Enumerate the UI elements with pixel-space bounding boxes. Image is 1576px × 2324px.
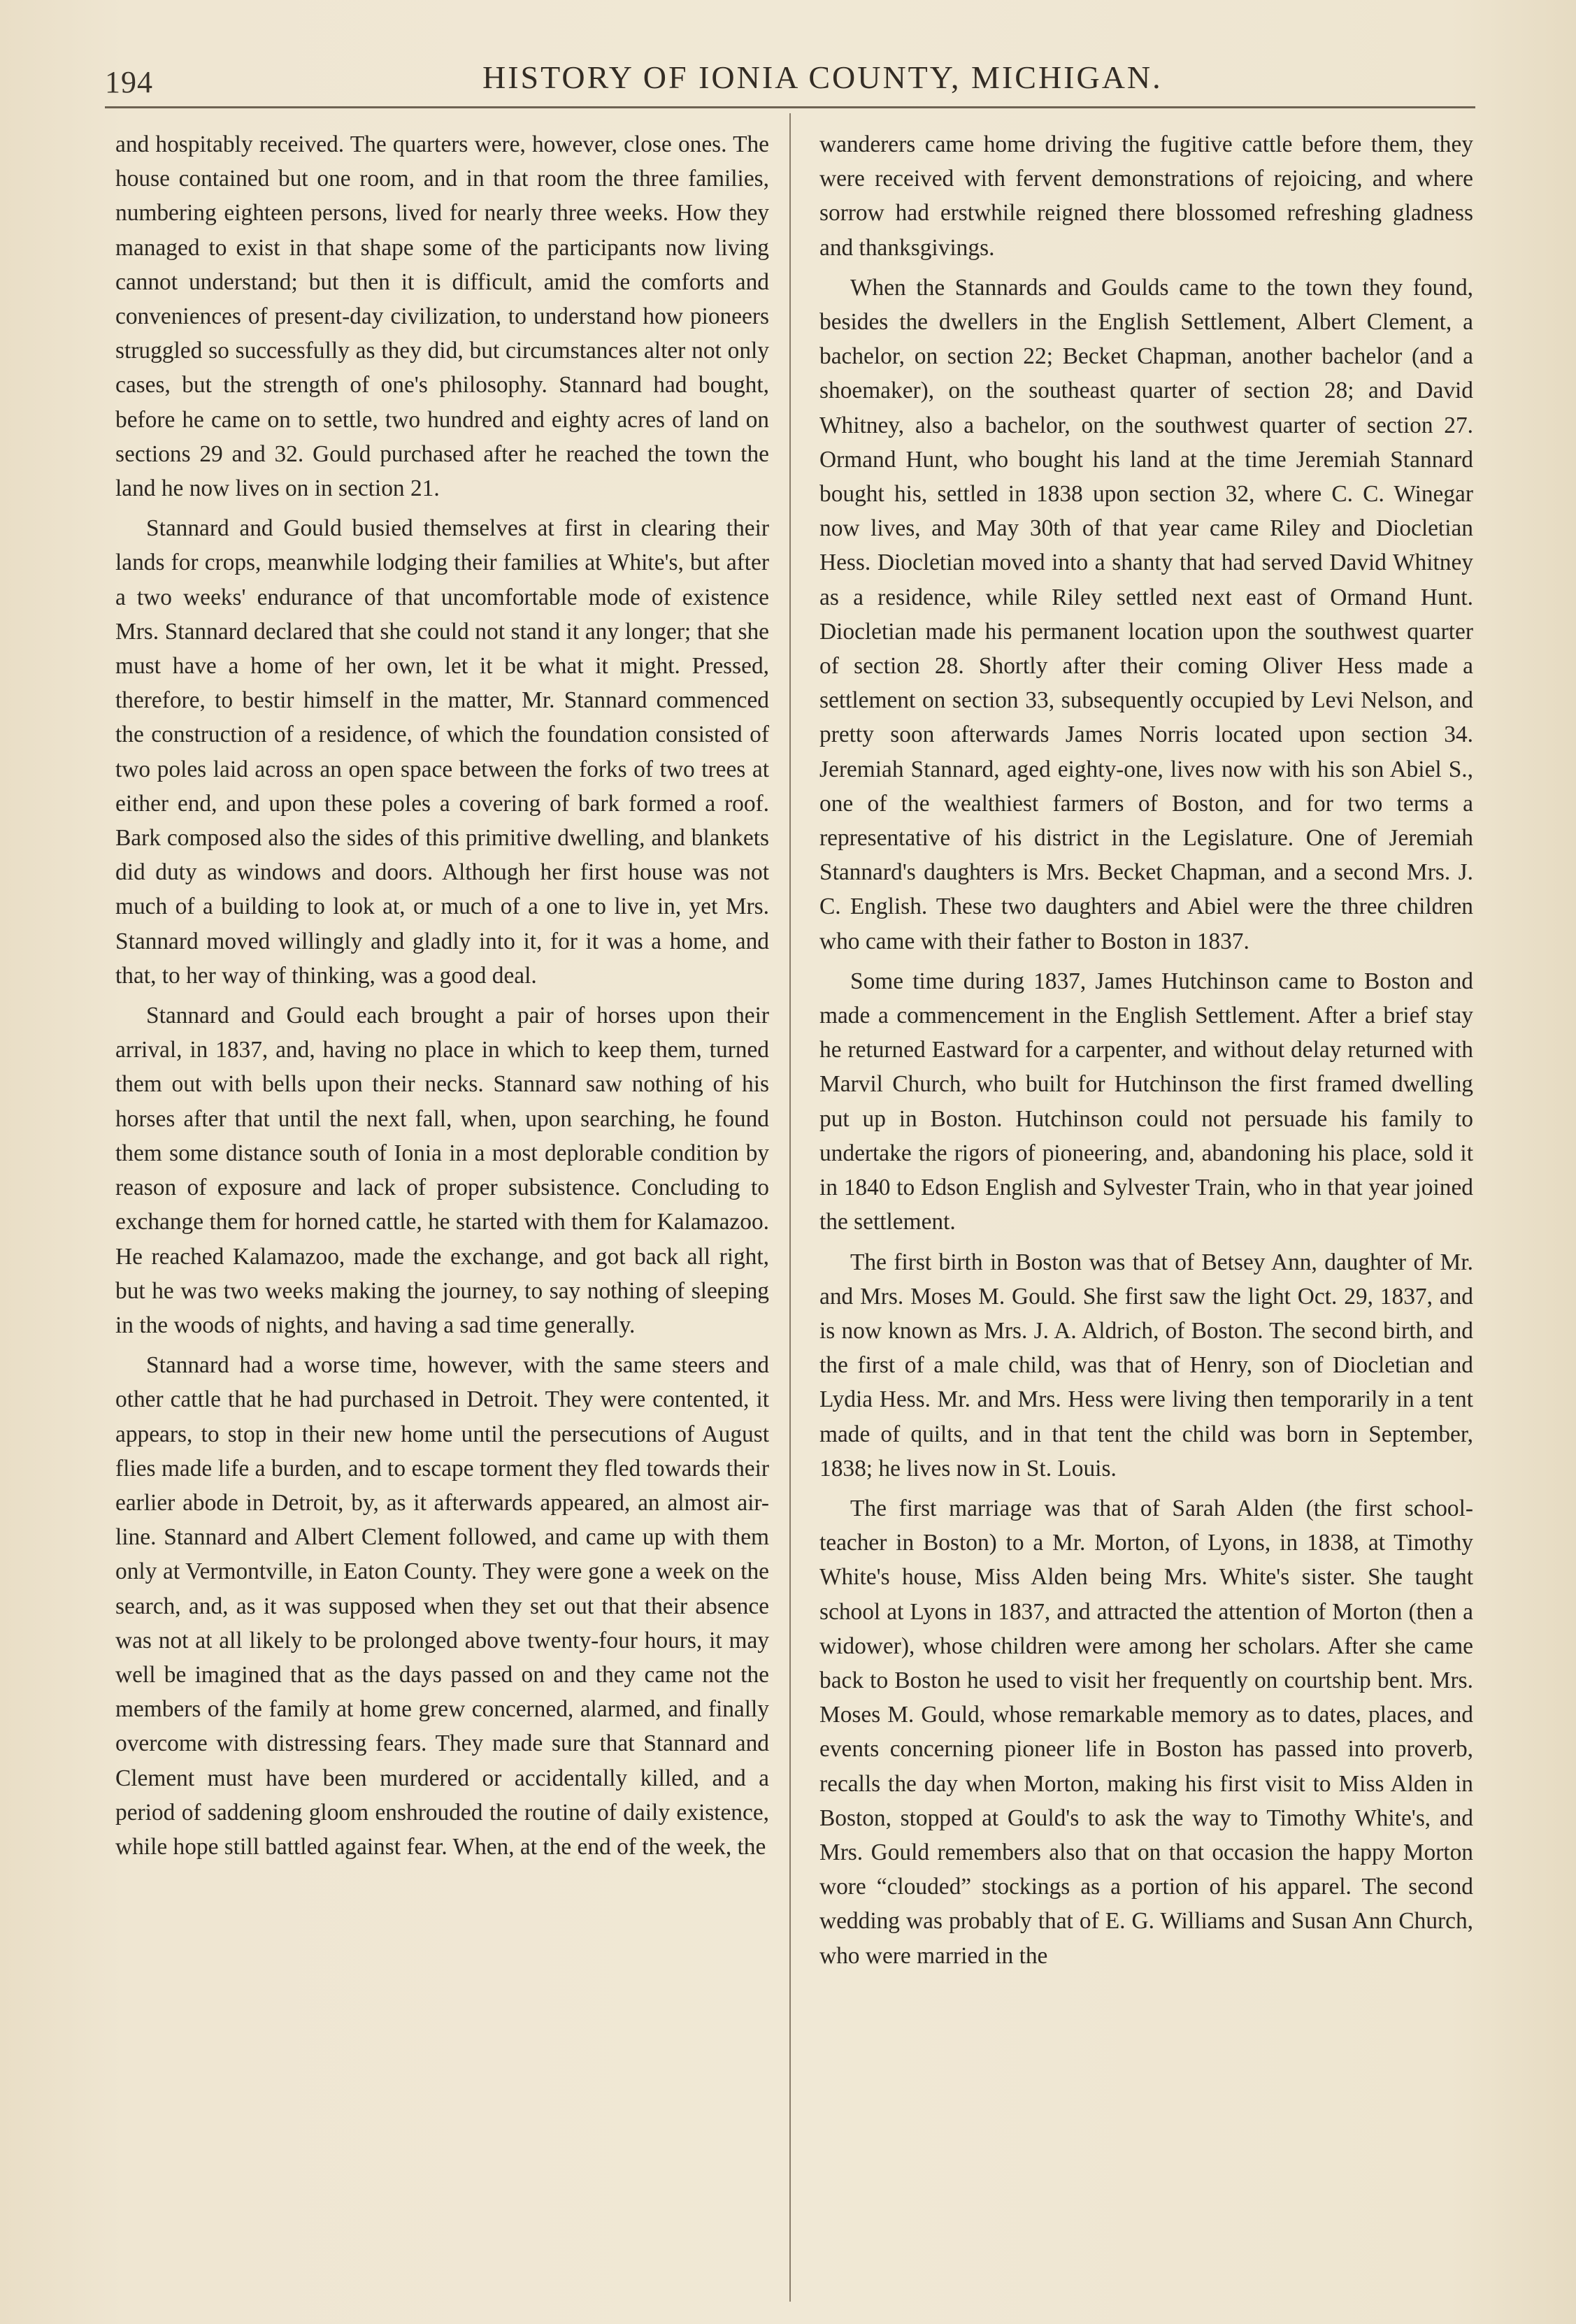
page-number: 194 — [105, 65, 153, 99]
paragraph: wanderers came home driving the fugitive cattle before them, they were received with fervent demonstrations of rejoicing, and where sorrow had erstwhile reigned there blossomed refreshing gladness and thanksgivings. — [819, 131, 1473, 261]
paragraph: The first marriage was that of Sarah Alden (the first school-teacher in Boston) to a Mr. Morton, of Lyons, in 1838, at Timothy White's house, Miss Alden being Mrs. White's sister. She taught school at Lyons in 1837, and attracted the attention of Morton (then a widower), whose children were among her scholars. After she came back to Boston he used to visit her frequently on courtship bent. Mrs. Moses M. Gould, whose remarkable memory as to dates, places, and events concerning pioneer life in Boston has passed into proverb, recalls the day when Morton, making his first visit to Miss Alden in Boston, stopped at Gould's to ask the way to Timothy White's, and Mrs. Gould remembers also that on that occasion the happy Morton wore “clouded” stockings as a portion of his apparel. The second wedding was probably that of E. G. Williams and Susan Ann Church, who were married in the — [819, 1495, 1473, 1969]
column-divider — [789, 113, 791, 2302]
right-column — [819, 127, 1473, 1979]
paragraph: Some time during 1837, James Hutchinson came to Boston and made a commencement in the English Settlement. After a brief stay he returned Eastward for a carpenter, and without delay returned with Marvil Church, who built for Hutchinson the first framed dwelling put up in Boston. Hutchinson could not persuade his family to undertake the rigors of pioneering, and, abandoning his place, sold it in 1840 to Edson English and Sylvester Train, who in that year joined the settlement. — [819, 968, 1473, 1235]
page-header — [105, 57, 1475, 106]
paragraph: Stannard and Gould each brought a pair of horses upon their arrival, in 1837, and, having no place in which to keep them, turned them out with bells upon their necks. Stannard saw nothing of his horses after that until the next fall, when, upon searching, he found them some distance south of Ionia in a most deplorable condition by reason of exposure and lack of proper subsistence. Concluding to exchange them for horned cattle, he started with them for Kalamazoo. He reached Kalamazoo, made the exchange, and got back all right, but he was two weeks making the journey, to say nothing of sleeping in the woods of nights, and having a sad time generally. — [115, 1003, 769, 1338]
left-column — [115, 127, 769, 1870]
running-title: HISTORY OF IONIA COUNTY, MICHIGAN. — [482, 59, 1163, 95]
paragraph: and hospitably received. The quarters were, however, close ones. The house contained but one room, and in that room the three families, numbering eighteen persons, lived for nearly three weeks. How they managed to exist in that shape some of the participants now living cannot understand; but then it is difficult, amid the comforts and conveniences of present-day civilization, to understand how pioneers struggled so successfully as they did, but circumstances alter not only cases, but the strength of one's philosophy. Stannard had bought, before he came on to settle, two hundred and eighty acres of land on sections 29 and 32. Gould purchased after he reached the town the land he now lives on in section 21. — [115, 131, 769, 502]
paragraph: Stannard and Gould busied themselves at first in clearing their lands for crops, meanwhile lodging their families at White's, but after a two weeks' endurance of that uncomfortable mode of existence Mrs. Stannard declared that she could not stand it any longer; that she must have a home of her own, let it be what it might. Pressed, therefore, to bestir himself in the matter, Mr. Stannard commenced the construction of a residence, of which the foundation consisted of two poles laid across an open space between the forks of two trees at either end, and upon these poles a covering of bark formed a roof. Bark composed also the sides of this primitive dwelling, and blankets did duty as windows and doors. Although her first house was not much of a building to look at, or much of a one to live in, yet Mrs. Stannard moved willingly and gladly into it, for it was a home, and that, to her way of thinking, was a good deal. — [115, 515, 769, 989]
paragraph: The first birth in Boston was that of Betsey Ann, daughter of Mr. and Mrs. Moses M. Gould. She first saw the light Oct. 29, 1837, and is now known as Mrs. J. A. Aldrich, of Boston. The second birth, and the first of a male child, was that of Henry, son of Diocletian and Lydia Hess. Mr. and Mrs. Hess were living then temporarily in a tent made of quilts, and in that tent the child was born in September, 1838; he lives now in St. Louis. — [819, 1249, 1473, 1482]
paragraph: Stannard had a worse time, however, with the same steers and other cattle that he had purchased in Detroit. They were contented, it appears, to stop in their new home until the persecutions of August flies made life a burden, and to escape torment they fled towards their earlier abode in Detroit, by, as it afterwards appeared, an almost air-line. Stannard and Albert Clement followed, and came up with them only at Vermontville, in Eaton County. They were gone a week on the search, and, as it was supposed when they set out that their absence was not at all likely to be prolonged above twenty-four hours, it may well be imagined that as the days passed on and they came not the members of the family at home grew concerned, alarmed, and finally overcome with distressing fears. They made sure that Stannard and Clement must have been murdered or accidentally killed, and a period of saddening gloom enshrouded the routine of daily existence, while hope still battled against fear. When, at the end of the week, the — [115, 1352, 769, 1860]
paragraph: When the Stannards and Goulds came to the town they found, besides the dwellers in the English Settlement, Albert Clement, a bachelor, on section 22; Becket Chapman, another bachelor (and a shoemaker), on the southeast quarter of section 28; and David Whitney, also a bachelor, on the southwest quarter of section 27. Ormand Hunt, who bought his land at the time Jeremiah Stannard bought his, settled in 1838 upon section 32, where C. C. Winegar now lives, and May 30th of that year came Riley and Diocletian Hess. Diocletian moved into a shanty that had served David Whitney as a residence, while Riley settled next east of Ormand Hunt. Diocletian made his permanent location upon the southwest quarter of section 28. Shortly after their coming Oliver Hess made a settlement on section 33, subsequently occupied by Levi Nelson, and pretty soon afterwards James Norris located upon section 34. Jeremiah Stannard, aged eighty-one, lives now with his son Abiel S., one of the wealthiest farmers of Boston, and for two terms a representative of his district in the Legislature. One of Jeremiah Stannard's daughters is Mrs. Becket Chapman, and a second Mrs. J. C. English. These two daughters and Abiel were the three children who came with their father to Boston in 1837. — [819, 274, 1473, 954]
header-rule — [105, 106, 1475, 108]
